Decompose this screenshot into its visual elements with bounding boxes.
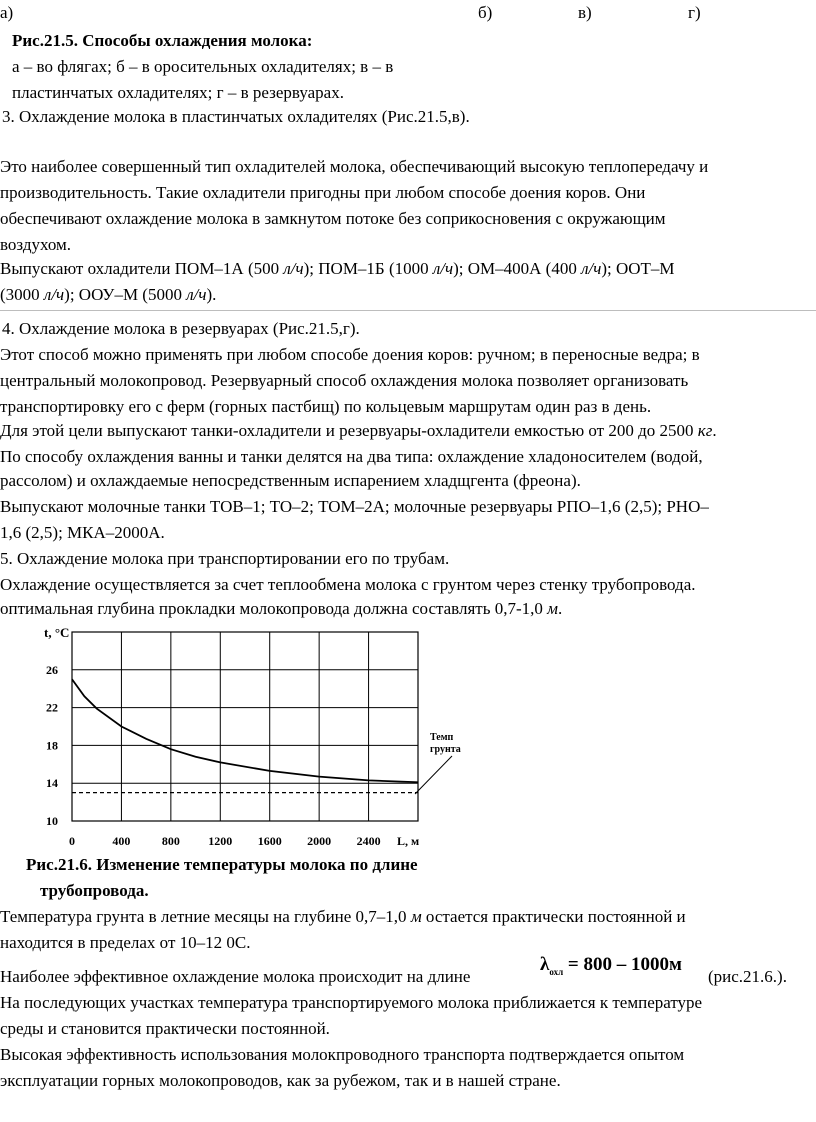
ground-temp-line: Температура грунта в летние месяцы на глубине 0,7–1,0 м остается практически постоянной и — [0, 907, 686, 926]
figure-label-a: а) — [0, 3, 14, 22]
paragraph-line: Выпускают молочные танки ТОВ–1; ТО–2; ТОМ–2А; молочные резервуары РПО–1,6 (2,5); РНО– — [0, 497, 709, 516]
paragraph-line: воздухом. — [0, 235, 72, 254]
paragraph-line: рассолом) и охлаждаемые непосредственным испарением хладщгента (фреона). — [0, 471, 581, 490]
x-tick-label: 1600 — [257, 834, 282, 848]
x-tick-label: 400 — [112, 834, 131, 848]
cooler-models-line: (3000 л/ч); ООУ–М (5000 л/ч). — [0, 285, 217, 304]
depth-line: оптимальная глубина прокладки молокопровода должна составлять 0,7-1,0 м. — [0, 599, 563, 618]
milk-temperature-curve — [72, 679, 418, 782]
ground-temp-annotation: грунта — [430, 744, 461, 755]
x-tick-label: 0 — [69, 834, 75, 848]
y-tick-label: 18 — [46, 738, 58, 753]
y-tick-label: 10 — [46, 814, 58, 828]
paragraph-line: 1,6 (2,5); МКА–2000А. — [0, 523, 165, 542]
chart-ticks — [46, 663, 381, 848]
section4-heading: 4. Охлаждение молока в резервуарах (Рис.21.5,г). — [2, 319, 360, 338]
paragraph-line: Этот способ можно применять при любом способе доения коров: ручном; в переносные ведра; в — [0, 345, 700, 364]
fig21-6-caption: Рис.21.6. Изменение температуры молока по длине — [26, 855, 418, 874]
section3-heading: 3. Охлаждение молока в пластинчатых охладителях (Рис.21.5,в). — [2, 107, 470, 126]
chart-series — [72, 679, 418, 792]
effective-length-pre: Наиболее эффективное охлаждение молока происходит на длине — [0, 967, 471, 986]
milk-temperature-chart — [0, 616, 500, 848]
paragraph-line: Охлаждение осуществляется за счет теплообмена молока с грунтом через стенку трубопровода. — [0, 575, 696, 594]
x-tick-label: 2000 — [307, 834, 332, 848]
divider — [0, 310, 816, 311]
paragraph-line: обеспечивают охлаждение молока в замкнутом потоке без соприкосновения с окружающим — [0, 209, 666, 228]
paragraph-line: Высокая эффективность использования молокпроводного транспорта подтверждается опытом — [0, 1045, 685, 1064]
x-tick-label: 1200 — [208, 834, 233, 848]
effective-length-post: (рис.21.6.). — [708, 967, 787, 986]
fig21-5-title: Рис.21.5. Способы охлаждения молока: — [12, 31, 313, 50]
cooler-models-line: Выпускают охладители ПОМ–1А (500 л/ч); ПОМ–1Б (1000 л/ч); ОМ–400А (400 л/ч); ООТ–М — [0, 259, 675, 278]
paragraph-line: среды и становится практически постоянной. — [0, 1019, 330, 1038]
section5-heading: 5. Охлаждение молока при транспортировании его по трубам. — [0, 549, 450, 568]
x-axis-label: L, м — [397, 834, 420, 848]
fig21-5-caption-line: а – во флягах; б – в оросительных охладителях; в – в — [12, 57, 394, 76]
paragraph-line: На последующих участках температура транспортируемого молока приближается к температуре — [0, 993, 703, 1012]
figure-label-b: б) — [478, 3, 493, 22]
cooling-length-formula: $\lambda_{охл} = 800 - 1000м$ — [540, 954, 682, 977]
fig21-6-caption: трубопровода. — [40, 881, 149, 900]
ground-temp-annotation: Темп — [430, 732, 454, 743]
tanks-capacity-line: Для этой цели выпускают танки-охладители и резервуары-охладители емкостью от 200 до 2500 кг. — [0, 421, 717, 440]
x-tick-label: 800 — [161, 834, 180, 848]
x-tick-label: 2400 — [356, 834, 381, 848]
annotation-pointer — [415, 756, 452, 794]
paragraph-line: транспортировку его с ферм (горных пастбищ) по кольцевым маршрутам один раз в день. — [0, 397, 652, 416]
paragraph-line: центральный молокопровод. Резервуарный способ охлаждения молока позволяет организовать — [0, 371, 689, 390]
figure-label-d: г) — [688, 3, 701, 22]
paragraph-line: Это наиболее совершенный тип охладителей молока, обеспечивающий высокую теплопередачу и — [0, 157, 709, 176]
paragraph-line: По способу охлаждения ванны и танки делятся на два типа: охлаждение хладоносителем (водой, — [0, 447, 703, 466]
paragraph-line: производительность. Такие охладители пригодны при любом способе доения коров. Они — [0, 183, 646, 202]
y-tick-label: 26 — [46, 662, 58, 677]
paragraph-line: находится в пределах от 10–12 0С. — [0, 933, 251, 952]
y-axis-label: t, °C — [44, 625, 70, 640]
figure-label-c: в) — [578, 3, 592, 22]
y-tick-label: 22 — [46, 700, 58, 715]
fig21-5-caption-line: пластинчатых охладителях; г – в резервуарах. — [12, 83, 344, 102]
y-tick-label: 14 — [46, 776, 58, 791]
paragraph-line: эксплуатации горных молокопроводов, как за рубежом, так и в нашей стране. — [0, 1071, 561, 1090]
